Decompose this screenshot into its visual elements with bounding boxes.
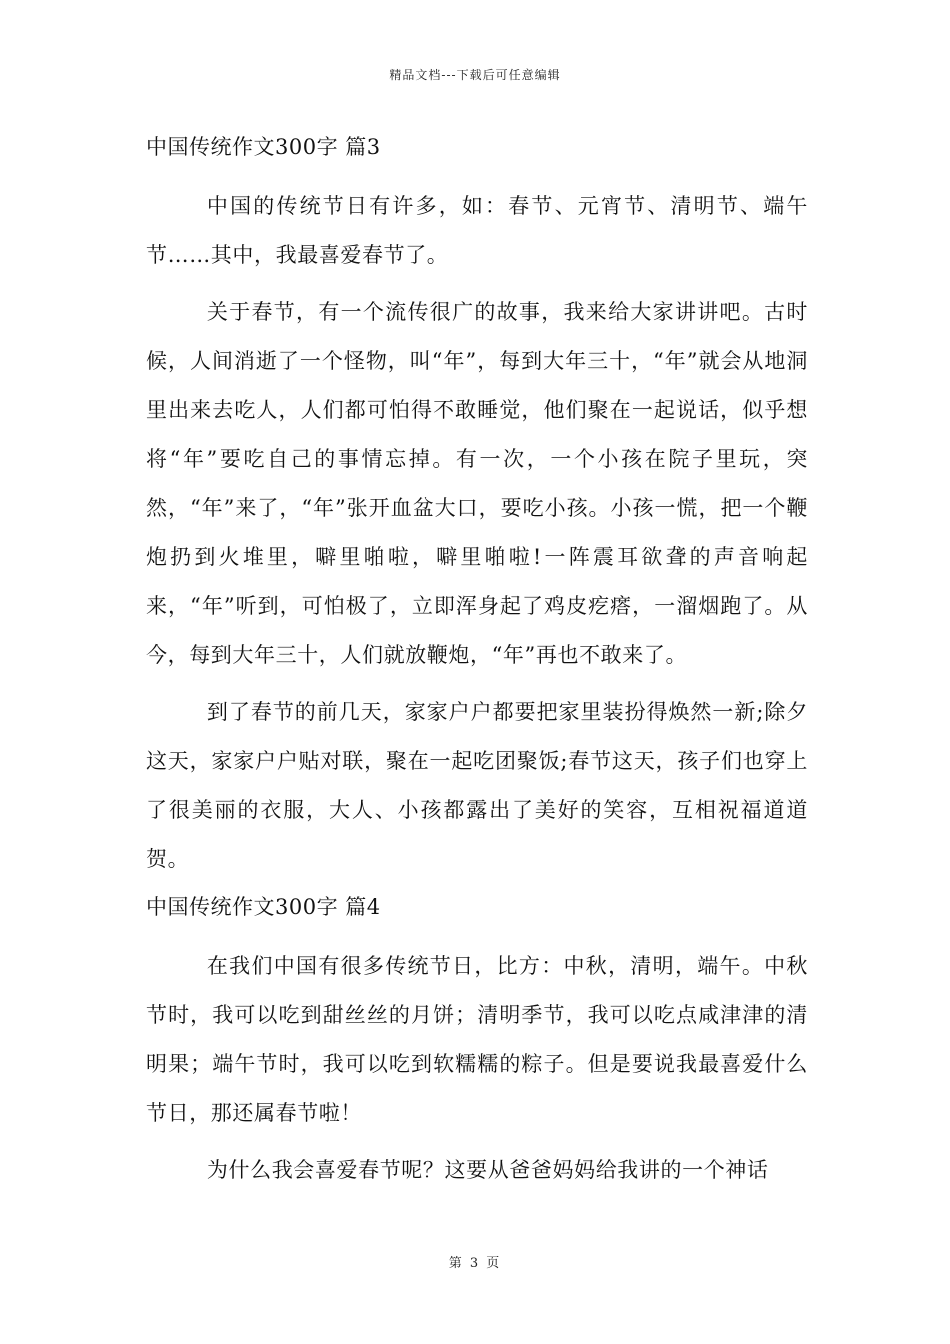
paragraph: 在我们中国有很多传统节日，比方：中秋，清明，端午。中秋节时，我可以吃到甜丝丝的月饼；清明季节，我可以吃点咸津津的清明果；端午节时，我可以吃到软糯糯的粽子。但是要说我最喜爱什么节日，那还属春节啦！ [146,954,808,1125]
page-number: 第 3 页 [448,1256,502,1271]
paragraph: 到了春节的前几天，家家户户都要把家里装扮得焕然一新;除夕这天，家家户户贴对联，聚在一起吃团聚饭;春节这天，孩子们也穿上了很美丽的衣服，大人、小孩都露出了美好的笑容，互相祝福道道贺。 [146,700,808,871]
paragraph: 为什么我会喜爱春节呢？这要从爸爸妈妈给我讲的一个神话 [206,1158,769,1182]
paragraph: 关于春节，有一个流传很广的故事，我来给大家讲讲吧。古时候，人间消逝了一个怪物，叫“年”，每到大年三十，“年”就会从地洞里出来去吃人，人们都可怕得不敢睡觉，他们聚在一起说话，似乎想将“年”要吃自己的事情忘掉。有一次，一个小孩在院子里玩，突然，“年”来了，“年”张开血盆大口，要吃小孩。小孩一慌，把一个鞭炮扔到火堆里，噼里啪啦，噼里啪啦!一阵震耳欲聋的声音响起来，“年”听到，可怕极了，立即浑身起了鸡皮疙瘩，一溜烟跑了。从今，每到大年三十，人们就放鞭炮，“年”再也不敢来了。 [146,300,808,667]
section-title: 中国传统作文300字 篇4 [146,895,381,919]
paragraph: 中国的传统节日有许多，如：春节、元宵节、清明节、端午节……其中，我最喜爱春节了。 [146,194,808,267]
page-header: 精品文档---下载后可任意编辑 [389,68,561,82]
section-title: 中国传统作文300字 篇3 [146,135,381,159]
document-body [146,132,808,1203]
